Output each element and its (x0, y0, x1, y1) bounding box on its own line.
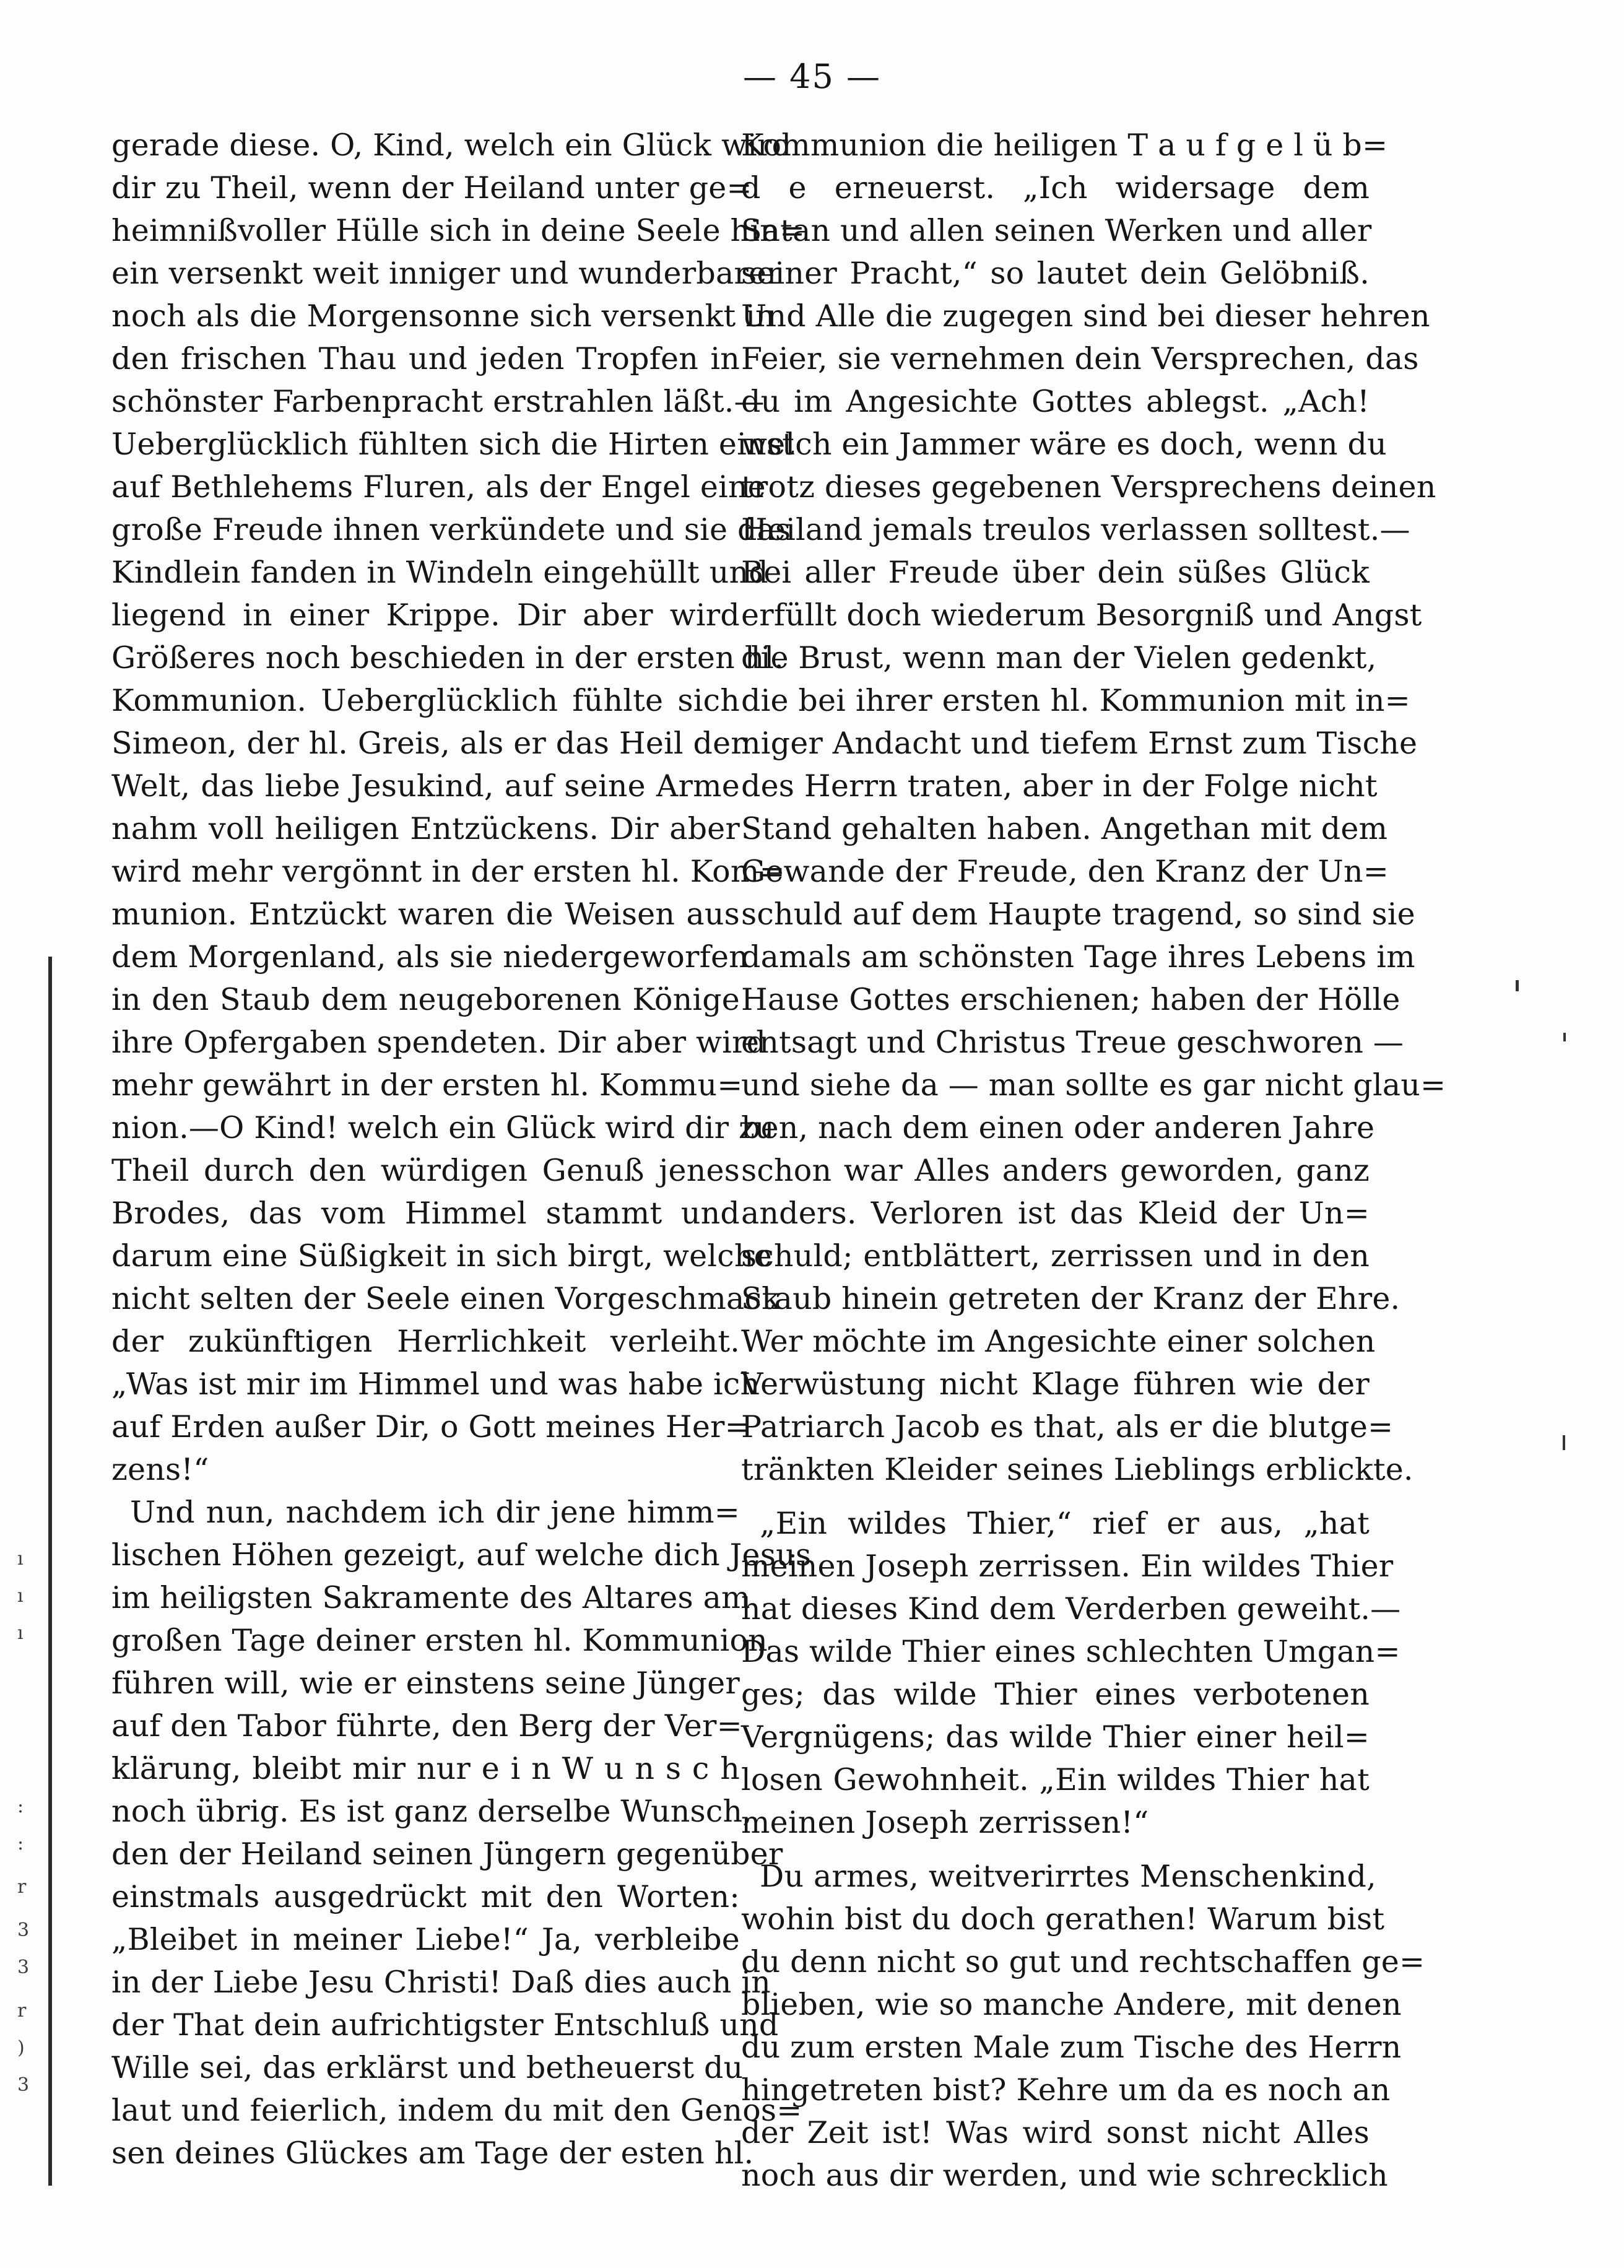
text-line: der That dein aufrichtigster Entschluß und (111, 2007, 779, 2043)
text-line: blieben, wie so manche Andere, mit denen (741, 1987, 1402, 2022)
text-line: liegend in einer Krippe. Dir aber wird (111, 597, 740, 633)
text-line: klärung, bleibt mir nur e i n W u n s c h (111, 1751, 740, 1786)
text-line: Welt, das liebe Jesukind, auf seine Arme (111, 768, 740, 804)
margin-mark: : (17, 1833, 24, 1854)
text-line: auf den Tabor führte, den Berg der Ver= (111, 1708, 742, 1744)
margin-mark: 3 (17, 1957, 30, 1978)
text-line: Bei aller Freude über dein süßes Glück (741, 555, 1370, 590)
text-line: laut und feierlich, indem du mit den Genos= (111, 2093, 802, 2128)
text-line: führen will, wie er einstens seine Jünger (111, 1666, 740, 1701)
text-line: tränkten Kleider seines Lieblings erblickte. (741, 1452, 1413, 1487)
text-line: meinen Joseph zerrissen!“ (741, 1805, 1149, 1840)
text-line: der Zeit ist! Was wird sonst nicht Alles (741, 2115, 1370, 2150)
text-line: „Ein wildes Thier,“ rief er aus, „hat (760, 1506, 1370, 1541)
text-line: Kommunion die heiligen T a u f g e l ü b= (741, 128, 1388, 163)
text-line: Wille sei, das erklärst und betheuerst du (111, 2050, 744, 2085)
text-line: Wer möchte im Angesichte einer solchen (741, 1324, 1376, 1359)
text-line: welch ein Jammer wäre es doch, wenn du (741, 427, 1387, 462)
text-line: lischen Höhen gezeigt, auf welche dich Jesus (111, 1537, 812, 1573)
scan-speck (1563, 1435, 1565, 1450)
text-line: im heiligsten Sakramente des Altares am (111, 1580, 750, 1615)
text-line: Satan und allen seinen Werken und aller (741, 213, 1372, 248)
text-line: munion. Entzückt waren die Weisen aus (111, 897, 740, 932)
text-line: entsagt und Christus Treue geschworen — (741, 1025, 1404, 1060)
text-line: noch übrig. Es ist ganz derselbe Wunsch, (111, 1794, 753, 1829)
margin-mark: r (17, 2000, 27, 2022)
text-line: anders. Verloren ist das Kleid der Un= (741, 1196, 1370, 1231)
text-line: großen Tage deiner ersten hl. Kommunion (111, 1623, 768, 1658)
text-line: niger Andacht und tiefem Ernst zum Tische (741, 726, 1418, 761)
text-line: ges; das wilde Thier eines verbotenen (741, 1677, 1370, 1712)
text-line: schuld auf dem Haupte tragend, so sind sie (741, 897, 1415, 932)
text-line: Heiland jemals treulos verlassen solltest.— (741, 512, 1410, 547)
text-line: des Herrn traten, aber in der Folge nicht (741, 768, 1378, 804)
text-line: Und nun, nachdem ich dir jene himm= (130, 1495, 740, 1530)
text-line: auf Bethlehems Fluren, als der Engel eine (111, 469, 766, 505)
margin-mark: 3 (17, 2074, 30, 2096)
text-line: noch aus dir werden, und wie schrecklich (741, 2158, 1388, 2193)
text-line: Feier, sie vernehmen dein Versprechen, das (741, 341, 1419, 376)
text-line: nahm voll heiligen Entzückens. Dir aber (111, 811, 740, 846)
left-text-column (111, 124, 812, 2175)
text-line: Kindlein fanden in Windeln eingehüllt und (111, 555, 768, 590)
text-line: Simeon, der hl. Greis, als er das Heil der (111, 726, 745, 761)
text-line: hat dieses Kind dem Verderben geweiht.— (741, 1591, 1401, 1627)
right-text-column (741, 124, 1446, 2197)
text-line: du im Angesichte Gottes ablegst. „Ach! (741, 384, 1370, 419)
text-line: noch als die Morgensonne sich versenkt in (111, 298, 775, 334)
text-line: Gewande der Freude, den Kranz der Un= (741, 854, 1389, 889)
text-line: Hause Gottes erschienen; haben der Hölle (741, 982, 1400, 1017)
page-number: — 45 — (742, 57, 882, 96)
text-line: und siehe da — man sollte es gar nicht glau= (741, 1067, 1446, 1103)
text-line: in der Liebe Jesu Christi! Daß dies auch in (111, 1965, 771, 2000)
text-line: wohin bist du doch gerathen! Warum bist (741, 1901, 1385, 1937)
text-line: seiner Pracht,“ so lautet dein Gelöbniß. (741, 256, 1370, 291)
text-line: Du armes, weitverirrtes Menschenkind, (760, 1859, 1376, 1894)
margin-bar (48, 957, 52, 2186)
text-line: auf Erden außer Dir, o Gott meines Her= (111, 1409, 750, 1445)
text-line: schon war Alles anders geworden, ganz (741, 1153, 1370, 1188)
text-line: darum eine Süßigkeit in sich birgt, welche (111, 1238, 772, 1274)
text-line: dem Morgenland, als sie niedergeworfen (111, 939, 749, 975)
text-line: Vergnügens; das wilde Thier einer heil= (741, 1719, 1370, 1755)
text-line: damals am schönsten Tage ihres Lebens im (741, 939, 1415, 975)
text-line: ben, nach dem einen oder anderen Jahre (741, 1110, 1375, 1145)
text-line: Patriarch Jacob es that, als er die blutge= (741, 1409, 1394, 1445)
margin-mark: r (17, 1876, 27, 1898)
margin-mark: ı (17, 1622, 24, 1644)
text-line: Theil durch den würdigen Genuß jenes (111, 1153, 740, 1188)
text-line: erfüllt doch wiederum Besorgniß und Angst (741, 597, 1422, 633)
text-line: sen deines Glückes am Tage der esten hl. (111, 2135, 754, 2171)
text-line: zens!“ (111, 1452, 209, 1487)
margin-mark: : (17, 1796, 24, 1817)
text-line: schuld; entblättert, zerrissen und in den (741, 1238, 1370, 1274)
margin-mark: 3 (17, 1919, 30, 1941)
scan-speck (1563, 1033, 1566, 1041)
text-line: mehr gewährt in der ersten hl. Kommu= (111, 1067, 743, 1103)
margin-mark: ı (17, 1548, 24, 1570)
text-line: ein versenkt weit inniger und wunderbarer (111, 256, 781, 291)
text-line: hingetreten bist? Kehre um da es noch an (741, 2072, 1391, 2108)
text-line: Größeres noch beschieden in der ersten hl. (111, 640, 784, 676)
text-line: gerade diese. O, Kind, welch ein Glück wird (111, 128, 792, 163)
text-line: du zum ersten Male zum Tische des Herrn (741, 2030, 1402, 2065)
text-line: nicht selten der Seele einen Vorgeschmack (111, 1281, 781, 1316)
text-line: heimnißvoller Hülle sich in deine Seele hin= (111, 213, 805, 248)
text-line: Staub hinein getreten der Kranz der Ehre. (741, 1281, 1400, 1316)
text-line: schönster Farbenpracht erstrahlen läßt.— (111, 384, 765, 419)
text-line: du denn nicht so gut und rechtschaffen ge= (741, 1944, 1425, 1979)
text-line: Stand gehalten haben. Angethan mit dem (741, 811, 1388, 846)
text-line: ihre Opfergaben spendeten. Dir aber wird (111, 1025, 766, 1060)
scan-speck (1516, 980, 1519, 991)
text-line: meinen Joseph zerrissen. Ein wildes Thier (741, 1549, 1394, 1584)
text-line: nion.—O Kind! welch ein Glück wird dir zu (111, 1110, 775, 1145)
text-line: Das wilde Thier eines schlechten Umgan= (741, 1634, 1400, 1669)
text-line: Ueberglücklich fühlten sich die Hirten einst (111, 427, 794, 462)
text-line: Brodes, das vom Himmel stammt und (111, 1196, 740, 1231)
text-line: Und Alle die zugegen sind bei dieser hehren (741, 298, 1430, 334)
text-line: losen Gewohnheit. „Ein wildes Thier hat (741, 1762, 1370, 1797)
text-line: „Was ist mir im Himmel und was habe ich (111, 1366, 760, 1402)
text-line: d e erneuerst. „Ich widersage dem (741, 170, 1370, 206)
text-line: wird mehr vergönnt in der ersten hl. Kom= (111, 854, 785, 889)
text-line: dir zu Theil, wenn der Heiland unter ge= (111, 170, 752, 206)
paragraph-gap (741, 1844, 1370, 1855)
text-line: die Brust, wenn man der Vielen gedenkt, (741, 640, 1377, 676)
text-line: Verwüstung nicht Klage führen wie der (741, 1366, 1370, 1402)
text-line: in den Staub dem neugeborenen Könige (111, 982, 740, 1017)
text-line: Kommunion. Ueberglücklich fühlte sich (111, 683, 740, 718)
text-line: große Freude ihnen verkündete und sie das (111, 512, 791, 547)
paragraph-gap (741, 1491, 1370, 1502)
margin-mark: ı (17, 1585, 24, 1607)
text-line: die bei ihrer ersten hl. Kommunion mit in= (741, 683, 1410, 718)
text-line: den frischen Thau und jeden Tropfen in (111, 341, 740, 376)
text-line: „Bleibet in meiner Liebe!“ Ja, verbleibe (111, 1922, 740, 1957)
text-line: einstmals ausgedrückt mit den Worten: (111, 1879, 740, 1914)
text-line: den der Heiland seinen Jüngern gegenüber (111, 1836, 783, 1872)
text-line: trotz dieses gegebenen Versprechens deinen (741, 469, 1436, 505)
text-line: der zukünftigen Herrlichkeit verleiht. (111, 1324, 740, 1359)
margin-mark: ) (17, 2037, 25, 2059)
